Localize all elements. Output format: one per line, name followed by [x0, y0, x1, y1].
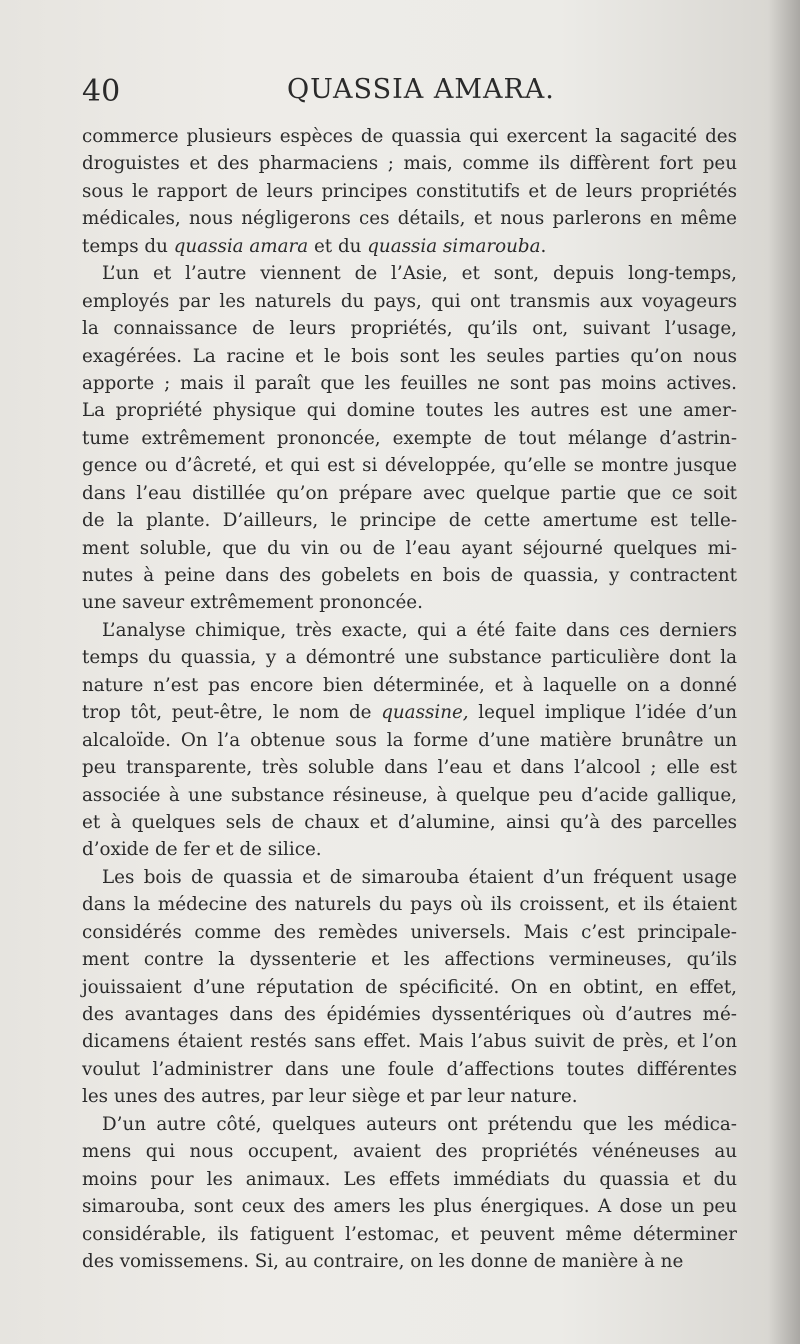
text-line: Les bois de quassia et de simarouba étaient d’un fréquent usage — [102, 866, 737, 888]
text-line: alcaloïde. On l’a obtenue sous la forme d’une matière brunâtre un — [82, 729, 737, 751]
text-line: L’un et l’autre viennent de l’Asie, et sont, depuis long-temps, — [102, 263, 737, 285]
text-line: d’oxide de fer et de silice. — [82, 839, 322, 861]
text-line: voulut l’administrer dans une foule d’affections toutes différentes — [82, 1058, 737, 1080]
text-segment: trop tôt, peut-être, le nom de — [82, 702, 382, 724]
text-line: employés par les naturels du pays, qui ont transmis aux voyageurs — [82, 290, 737, 312]
paragraph — [82, 260, 737, 617]
paragraph — [82, 123, 737, 260]
text-line — [82, 699, 737, 726]
paragraph — [82, 1111, 737, 1276]
text-line — [82, 233, 737, 260]
text-line: des vomissemens. Si, au contraire, on les donne de manière à ne — [82, 1250, 684, 1272]
text-line: temps du quassia, y a démontré une substance particulière dont la — [82, 647, 737, 669]
text-line: dicamens étaient restés sans effet. Mais l’abus suivit de près, et l’on — [82, 1031, 737, 1053]
text-segment: temps du — [82, 235, 174, 257]
body-text — [82, 123, 737, 1275]
text-segment: et du — [308, 235, 368, 257]
text-line: gence ou d’âcreté, et qui est si développée, qu’elle se montre jusque — [82, 455, 737, 477]
page-number: 40 — [82, 74, 121, 109]
text-segment: lequel implique l’idée d’un — [468, 702, 737, 724]
text-line: nature n’est pas encore bien déterminée, et à laquelle on a donné — [82, 674, 737, 696]
text-line: les unes des autres, par leur siège et par leur nature. — [82, 1086, 578, 1108]
text-line: peu transparente, très soluble dans l’eau et dans l’alcool ; elle est — [82, 757, 737, 779]
text-line: simarouba, sont ceux des amers les plus énergiques. A dose un peu — [82, 1196, 737, 1218]
paragraph — [82, 617, 737, 864]
text-line: mens qui nous occupent, avaient des propriétés vénéneuses au — [82, 1141, 737, 1163]
page-header — [82, 74, 742, 118]
text-line: ment soluble, que du vin ou de l’eau ayant séjourné quelques mi- — [82, 537, 737, 559]
text-line: de la plante. D’ailleurs, le principe de cette amertume est telle- — [82, 510, 737, 532]
text-line: considérés comme des remèdes universels. Mais c’est principale- — [82, 921, 737, 943]
text-line: La propriété physique qui domine toutes les autres est une amer- — [82, 400, 737, 422]
text-line: la connaissance de leurs propriétés, qu’ils ont, suivant l’usage, — [82, 318, 737, 340]
text-line: nutes à peine dans des gobelets en bois de quassia, y contractent — [82, 565, 737, 586]
text-line: jouissaient d’une réputation de spécificité. On en obtint, en effet, — [82, 976, 737, 998]
text-line: et à quelques sels de chaux et d’alumine, ainsi qu’à des parcelles — [82, 811, 737, 833]
text-line: D’un autre côté, quelques auteurs ont prétendu que les médica- — [102, 1113, 737, 1135]
text-line: une saveur extrêmement prononcée. — [82, 592, 423, 614]
text-line: considérable, ils fatiguent l’estomac, et peuvent même déterminer — [82, 1223, 737, 1245]
text-line: associée à une substance résineuse, à quelque peu d’acide gallique, — [82, 784, 737, 806]
text-line: exagérées. La racine et le bois sont les seules parties qu’on nous — [82, 345, 737, 367]
text-line: dans la médecine des naturels du pays où ils croissent, et ils étaient — [82, 894, 737, 916]
italic-term: quassine, — [381, 702, 469, 724]
italic-term: quassia amara — [173, 235, 309, 257]
text-line: commerce plusieurs espèces de quassia qui exercent la sagacité des — [82, 126, 737, 147]
text-line: médicales, nous négligerons ces détails, et nous parlerons en même — [82, 208, 737, 230]
text-line: ment contre la dyssenterie et les affections vermineuses, qu’ils — [82, 949, 737, 971]
running-title: QUASSIA AMARA. — [287, 74, 555, 105]
text-line: tume extrêmement prononcée, exempte de tout mélange d’astrin- — [82, 427, 737, 449]
text-line: sous le rapport de leurs principes constitutifs et de leurs propriétés — [82, 180, 737, 202]
text-line: dans l’eau distillée qu’on prépare avec quelque partie que ce soit — [82, 482, 737, 504]
italic-term: quassia simarouba — [367, 235, 541, 257]
text-line: des avantages dans des épidémies dyssentériques où d’autres mé- — [82, 1004, 737, 1025]
paragraph — [82, 864, 737, 1111]
text-line: L’analyse chimique, très exacte, qui a été faite dans ces derniers — [102, 619, 737, 641]
text-segment: . — [540, 235, 547, 257]
text-line: droguistes et des pharmaciens ; mais, comme ils diffèrent fort peu — [82, 153, 737, 175]
text-line: moins pour les animaux. Les effets immédiats du quassia et du — [82, 1168, 737, 1190]
text-line: apporte ; mais il paraît que les feuilles ne sont pas moins actives. — [82, 372, 737, 394]
